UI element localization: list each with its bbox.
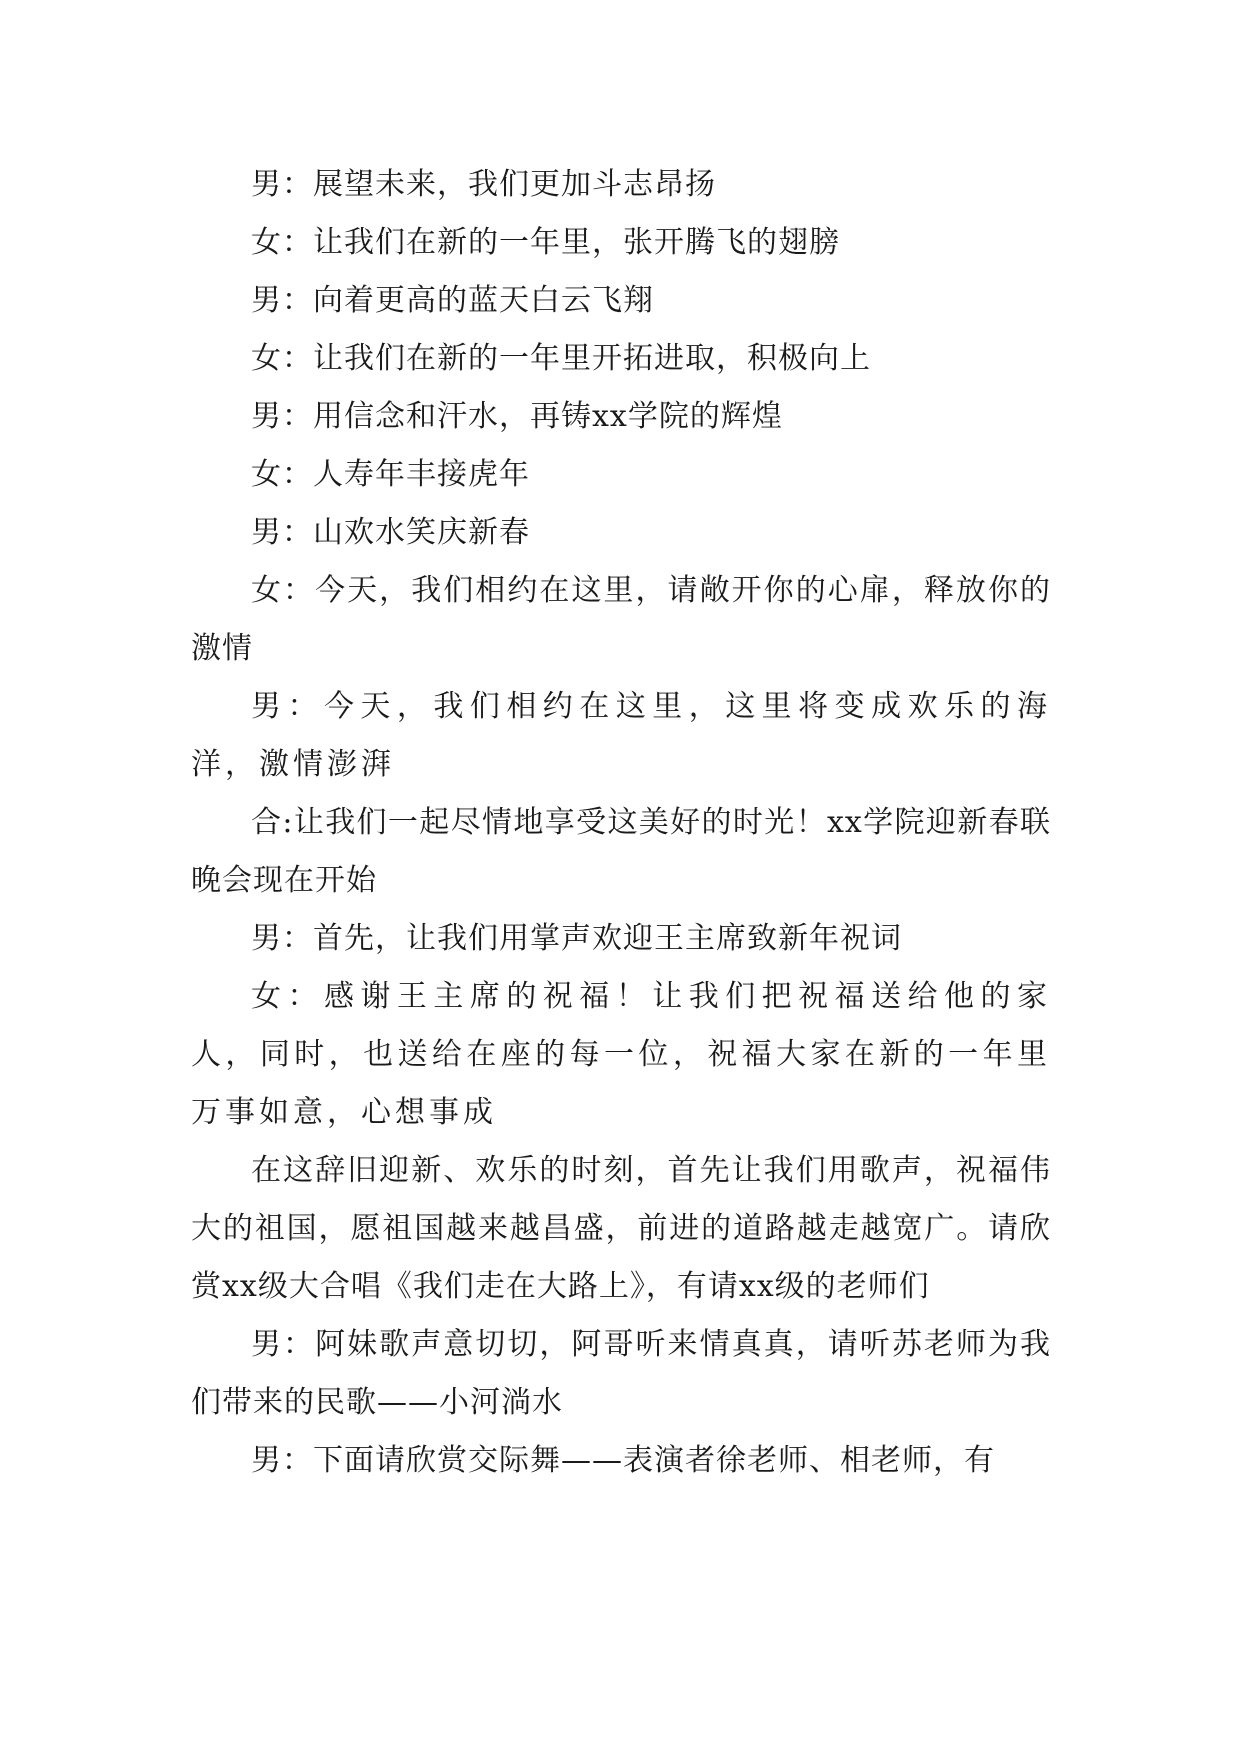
paragraph-2: 女：让我们在新的一年里，张开腾飞的翅膀 [251, 225, 840, 260]
paragraph-13: 在这辞旧迎新、欢乐的时刻，首先让我们用歌声，祝福伟大的祖国，愿祖国越来越昌盛，前进的道路越走越宽广。请欣赏xx级大合唱《我们走在大路上》，有请xx级的老师们 [191, 1153, 1051, 1304]
paragraph-4: 女：让我们在新的一年里开拓进取，积极向上 [251, 341, 871, 376]
paragraph-14: 男：阿妹歌声意切切，阿哥听来情真真，请听苏老师为我们带来的民歌——小河淌水 [191, 1327, 1051, 1420]
paragraph-10: 合:让我们一起尽情地享受这美好的时光！xx学院迎新春联晚会现在开始 [191, 805, 1051, 898]
paragraph-11: 男：首先，让我们用掌声欢迎王主席致新年祝词 [251, 921, 902, 956]
paragraph-5: 男：用信念和汗水，再铸xx学院的辉煌 [251, 399, 783, 434]
paragraph-3: 男：向着更高的蓝天白云飞翔 [251, 283, 654, 318]
paragraph-7: 男：山欢水笑庆新春 [251, 515, 530, 550]
paragraph-9: 男：今天，我们相约在这里，这里将变成欢乐的海洋，激情澎湃 [191, 689, 1051, 782]
paragraph-1: 男：展望未来，我们更加斗志昂扬 [251, 167, 716, 202]
paragraph-8: 女：今天，我们相约在这里，请敞开你的心扉，释放你的激情 [191, 573, 1051, 666]
document-body [191, 156, 1051, 1490]
paragraph-6: 女：人寿年丰接虎年 [251, 457, 530, 492]
paragraph-12: 女：感谢王主席的祝福！让我们把祝福送给他的家人，同时，也送给在座的每一位，祝福大家在新的一年里万事如意，心想事成 [191, 979, 1051, 1130]
paragraph-15: 男：下面请欣赏交际舞——表演者徐老师、相老师，有 [251, 1443, 995, 1478]
